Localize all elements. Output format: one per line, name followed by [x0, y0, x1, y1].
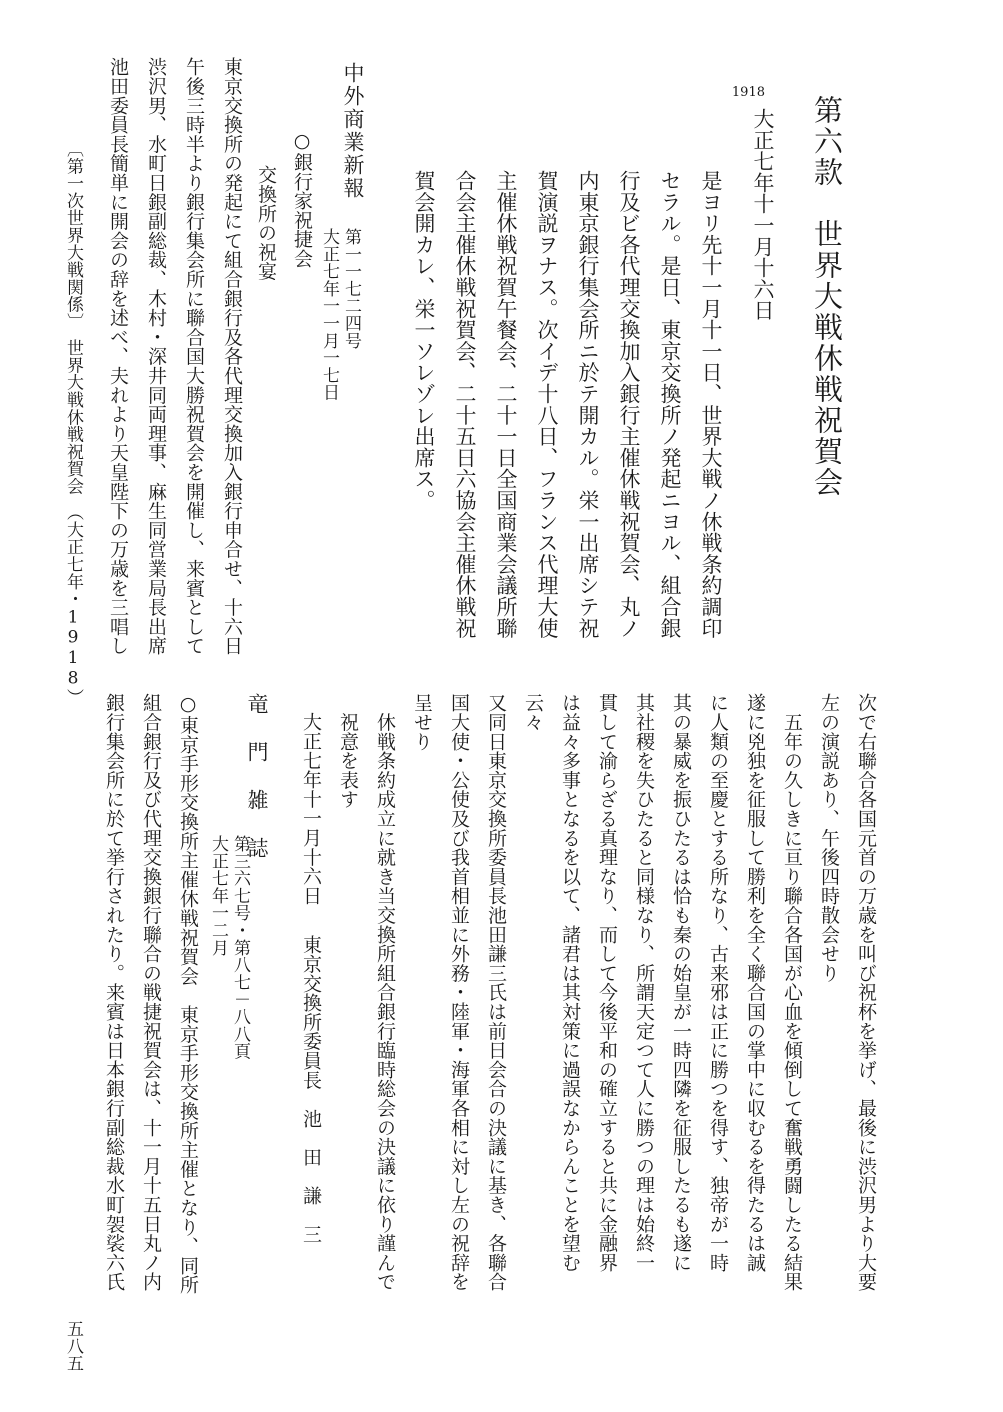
address-signature: 東京交換所委員長 池 田 謙 三	[300, 935, 322, 1244]
article-line: 組合銀行及び代理交換銀行聯合の戦捷祝賀会は、十一月十五日丸ノ内	[140, 693, 162, 1292]
source-name: 竜 門 雑 誌	[245, 693, 269, 861]
article-line: 午後三時半より銀行集会所に聯合国大勝祝賀会を開催し、来賓として	[183, 57, 205, 656]
body-line: 又同日東京交換所委員長池田謙三氏は前日会合の決議に基き、各聯合	[485, 693, 507, 1292]
body-line: に人類の至慶とする所なり、古来邪は正に勝つを得す、独帝が一時	[707, 693, 729, 1272]
year-note: 1918	[731, 85, 765, 100]
body-line: 云々	[522, 693, 544, 732]
article-subsubhead: 交換所の祝宴	[255, 165, 277, 281]
source-date: 大正七年一一月一七日	[319, 228, 339, 401]
article-line: 銀行集会所に於て挙行されたり。来賓は日本銀行副総裁水町袈裟六氏	[103, 693, 125, 1292]
body-line: 国大使・公使及び我首相並に外務・陸軍・海軍各相に対し左の祝辞を	[448, 693, 470, 1292]
address-date: 大正七年十一月十六日	[300, 712, 322, 905]
body-line: 次で右聯合各国元首の万歳を叫び祝杯を挙げ、最後に渋沢男より大要	[855, 693, 877, 1292]
body-line: 其社稷を失ひたると同様なり、所謂天定つて人に勝つの理は始終一	[633, 693, 655, 1272]
running-footer: 〔第一次世界大戦関係〕 世界大戦休戦祝賀会 （大正七年・1918）	[63, 140, 83, 706]
entry-line: 行及ビ各代理交換加入銀行主催休戦祝賀会、丸ノ	[617, 170, 641, 639]
entry-line: 賀会開カレ、栄一ソレゾレ出席ス。	[412, 170, 436, 511]
source-issue: 第三六七号・第八七－八八頁	[230, 835, 250, 1060]
article-line: ○東京手形交換所主催休戦祝賀会 東京手形交換所主催となり、同所	[177, 693, 199, 1295]
source-name: 中外商業新報	[341, 62, 365, 200]
body-line: 休戦条約成立に就き当交換所組合銀行臨時総会の決議に依り謹んで	[374, 693, 396, 1292]
body-line: 五年の久しきに亘り聯合各国が心血を傾倒して奮戦勇闘したる結果	[781, 693, 803, 1292]
entry-line: 主催休戦祝賀午餐会、二十一日全国商業会議所聯	[494, 170, 518, 639]
source-issue: 第一一七二四号	[341, 228, 361, 350]
entry-line: 賀演説ヲナス。次イデ十八日、フランス代理大使	[535, 170, 559, 639]
entry-line: セラル。是日、東京交換所ノ発起ニヨル、組合銀	[658, 170, 682, 639]
entry-date: 大正七年十一月十六日	[751, 108, 775, 321]
source-date: 大正七年一二月	[208, 835, 228, 957]
article-line: 渋沢男、水町日銀副総裁、木村・深井同両理事、麻生同営業局長出席	[145, 57, 167, 656]
body-line: 呈せり	[411, 693, 433, 751]
section-heading: 第六款 世界大戦休戦祝賀会	[810, 95, 844, 498]
article-subhead: ○銀行家祝捷会	[291, 130, 313, 269]
article-line: 東京交換所の発起にて組合銀行及各代理交換加入銀行申合せ、十六日	[221, 57, 243, 656]
body-line: 貫して渝らざる真理なり、而して今後平和の確立すると共に金融界	[596, 693, 618, 1272]
article-line: 池田委員長簡単に開会の辞を述べ、夫れより天皇陛下の万歳を三唱し	[107, 57, 129, 656]
page-number: 五八五	[63, 1320, 83, 1372]
body-line: 其の暴威を振ひたるは恰も秦の始皇が一時四隣を征服したるも遂に	[670, 693, 692, 1272]
entry-line: 合会主催休戦祝賀会、二十五日六協会主催休戦祝	[453, 170, 477, 639]
body-line: 左の演説あり、午後四時散会せり	[818, 693, 840, 983]
entry-line: 内東京銀行集会所ニ於テ開カル。栄一出席シテ祝	[576, 170, 600, 639]
entry-line: 是ヨリ先十一月十一日、世界大戦ノ休戦条約調印	[699, 170, 723, 639]
body-line: 遂に兇独を征服して勝利を全く聯合国の掌中に収むるを得たるは誠	[744, 693, 766, 1272]
body-line: 祝意を表す	[337, 693, 359, 809]
body-line: は益々多事となるを以て、諸君は其対策に過誤なからんことを望む	[559, 693, 581, 1272]
